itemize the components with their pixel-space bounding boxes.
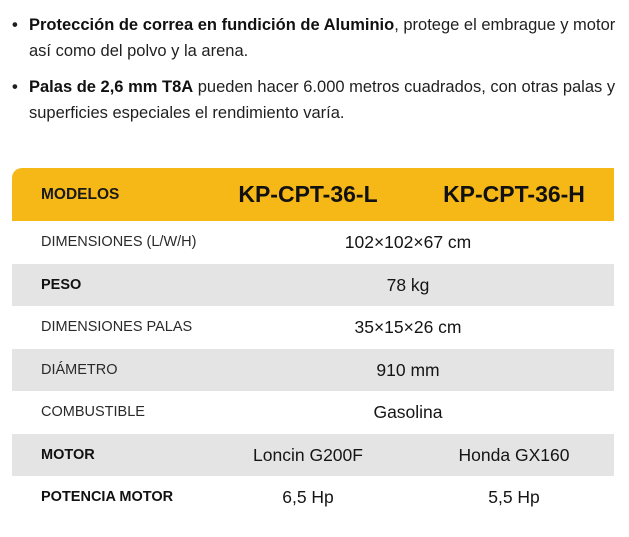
- feature-text: , protege el embrague y motor así como del polvo y la arena.: [29, 16, 616, 60]
- row-value: 102×102×67 cm: [344, 232, 472, 252]
- row-label: DIÁMETRO: [41, 361, 118, 378]
- feature-list: [12, 12, 617, 136]
- table-row: [12, 264, 614, 307]
- row-value: 910 mm: [376, 359, 440, 380]
- row-value-model-l: 6,5 Hp: [282, 487, 334, 507]
- feature-item: [12, 74, 617, 126]
- feature-highlight: Protección de correa en fundición de Aluminio: [29, 16, 395, 34]
- bullet-dot: •: [12, 78, 18, 96]
- table-row: [12, 349, 614, 392]
- row-value-model-l: Loncin G200F: [253, 444, 363, 465]
- table-row: [12, 391, 614, 434]
- row-value: Gasolina: [373, 402, 443, 422]
- header-label: MODELOS: [41, 186, 120, 203]
- row-label: DIMENSIONES PALAS: [41, 319, 193, 335]
- row-value-model-h: Honda GX160: [458, 444, 570, 465]
- table-row: [12, 306, 614, 349]
- table-row: [12, 434, 614, 477]
- header-model-l: KP-CPT-36-L: [238, 181, 378, 207]
- row-label: POTENCIA MOTOR: [41, 489, 174, 505]
- header-model-h: KP-CPT-36-H: [443, 181, 585, 207]
- feature-highlight: Palas de 2,6 mm T8A: [29, 78, 194, 96]
- row-value-model-h: 5,5 Hp: [488, 487, 540, 507]
- row-label: COMBUSTIBLE: [41, 404, 145, 420]
- row-label: PESO: [41, 276, 82, 293]
- spec-table: [12, 168, 614, 519]
- row-label: DIMENSIONES (L/W/H): [41, 234, 197, 250]
- row-value: 35×15×26 cm: [354, 317, 462, 337]
- row-value: 78 kg: [386, 274, 430, 295]
- table-row: [12, 476, 614, 519]
- feature-text: pueden hacer 6.000 metros cuadrados, con otras palas y superficies especiales el rendimiento varía.: [29, 78, 616, 122]
- bullet-dot: •: [12, 16, 18, 34]
- table-header: [12, 168, 614, 221]
- feature-item: [12, 12, 617, 64]
- table-row: [12, 221, 614, 264]
- row-label: MOTOR: [41, 446, 95, 463]
